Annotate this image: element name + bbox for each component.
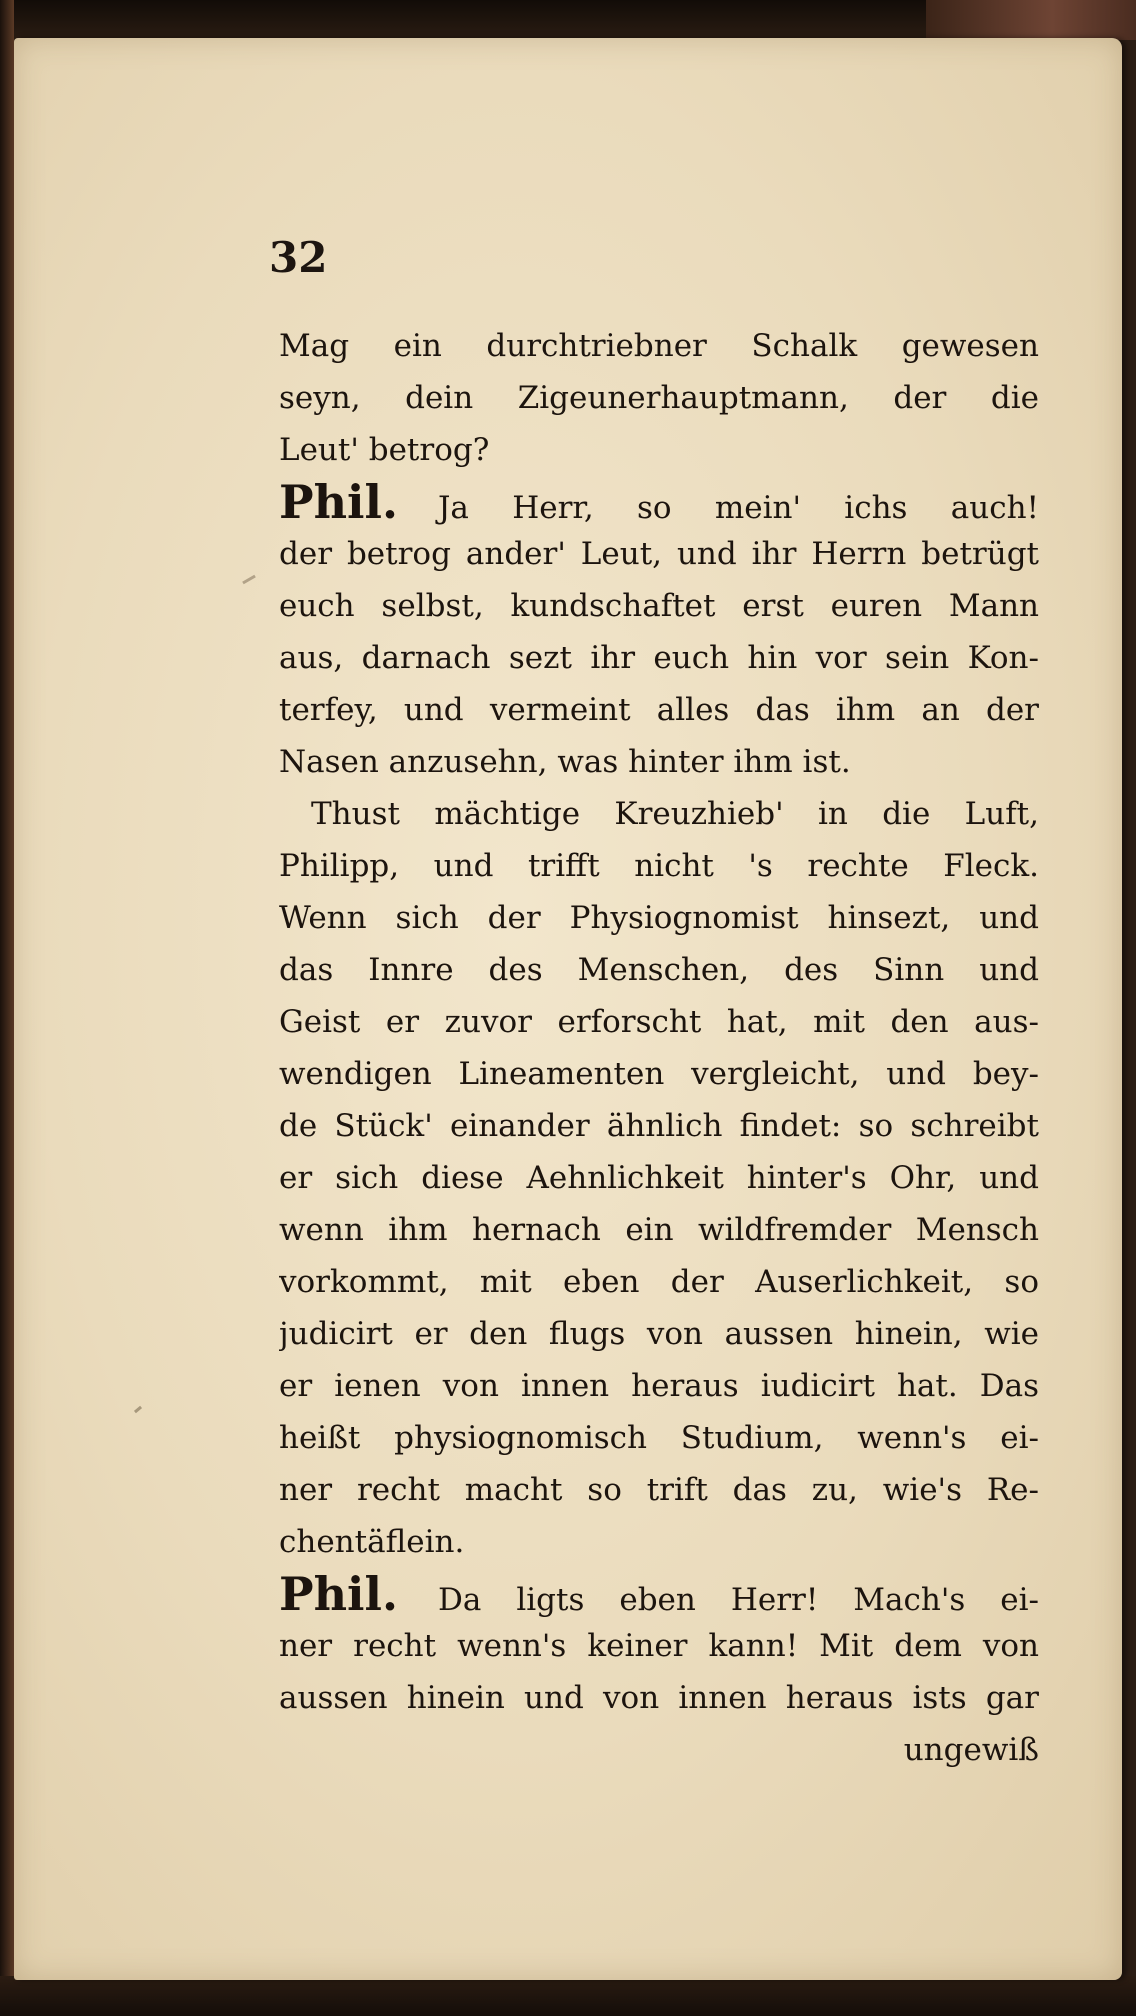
cover-corner xyxy=(926,0,1136,40)
text-line: seyn, dein Zigeunerhauptmann, der die xyxy=(279,380,1039,416)
text-line: euch selbst, kundschaftet erst euren Mann xyxy=(279,588,1039,624)
page-text xyxy=(279,320,1039,1776)
text-line: ner recht macht so trift das zu, wie's Re- xyxy=(279,1472,1039,1508)
speaker-label: Phil. xyxy=(279,476,398,528)
text-line: ner recht wenn's keiner kann! Mit dem von xyxy=(279,1628,1039,1664)
page-number: 32 xyxy=(269,233,328,282)
binding-edge xyxy=(0,0,14,2016)
speech-text: Ja Herr, so mein' ichs auch! xyxy=(438,490,1039,526)
text-line: aussen hinein und von innen heraus ists gar xyxy=(279,1680,1039,1716)
text-line: Thust mächtige Kreuzhieb' in die Luft, xyxy=(311,796,1039,832)
ink-mark xyxy=(134,1406,142,1413)
text-line: der betrog ander' Leut, und ihr Herrn betrügt xyxy=(279,536,1039,572)
text-line: er ienen von innen heraus iudicirt hat. Das xyxy=(279,1368,1039,1404)
text-line: Mag ein durchtriebner Schalk gewesen xyxy=(279,328,1039,364)
book-page xyxy=(14,38,1122,1980)
text-line: wendigen Lineamenten vergleicht, und bey- xyxy=(279,1056,1039,1092)
speech-line xyxy=(279,476,1039,528)
text-line: Geist er zuvor erforscht hat, mit den aus- xyxy=(279,1004,1039,1040)
speech-line xyxy=(279,1568,1039,1620)
text-line: judicirt er den flugs von aussen hinein, wie xyxy=(279,1316,1039,1352)
text-line: Leut' betrog? xyxy=(279,432,490,468)
text-line: Wenn sich der Physiognomist hinsezt, und xyxy=(279,900,1039,936)
text-line: de Stück' einander ähnlich findet: so schreibt xyxy=(279,1108,1039,1144)
text-line: aus, darnach sezt ihr euch hin vor sein Kon- xyxy=(279,640,1039,676)
text-line: Nasen anzusehn, was hinter ihm ist. xyxy=(279,744,851,780)
text-line: terfey, und vermeint alles das ihm an der xyxy=(279,692,1039,728)
text-line: vorkommt, mit eben der Auserlichkeit, so xyxy=(279,1264,1039,1300)
catchword: ungewiß xyxy=(903,1732,1039,1768)
text-line: das Innre des Menschen, des Sinn und xyxy=(279,952,1039,988)
text-line: wenn ihm hernach ein wildfremder Mensch xyxy=(279,1212,1039,1248)
speaker-label: Phil. xyxy=(279,1568,398,1620)
text-line: er sich diese Aehnlichkeit hinter's Ohr, und xyxy=(279,1160,1039,1196)
text-line: heißt physiognomisch Studium, wenn's ei- xyxy=(279,1420,1039,1456)
ink-mark xyxy=(242,575,256,585)
speech-text: Da ligts eben Herr! Mach's ei- xyxy=(438,1582,1039,1618)
text-line: Philipp, und trifft nicht 's rechte Fleck. xyxy=(279,848,1039,884)
text-line: chentäflein. xyxy=(279,1524,465,1560)
scan-bottom-edge xyxy=(0,1976,1136,2016)
